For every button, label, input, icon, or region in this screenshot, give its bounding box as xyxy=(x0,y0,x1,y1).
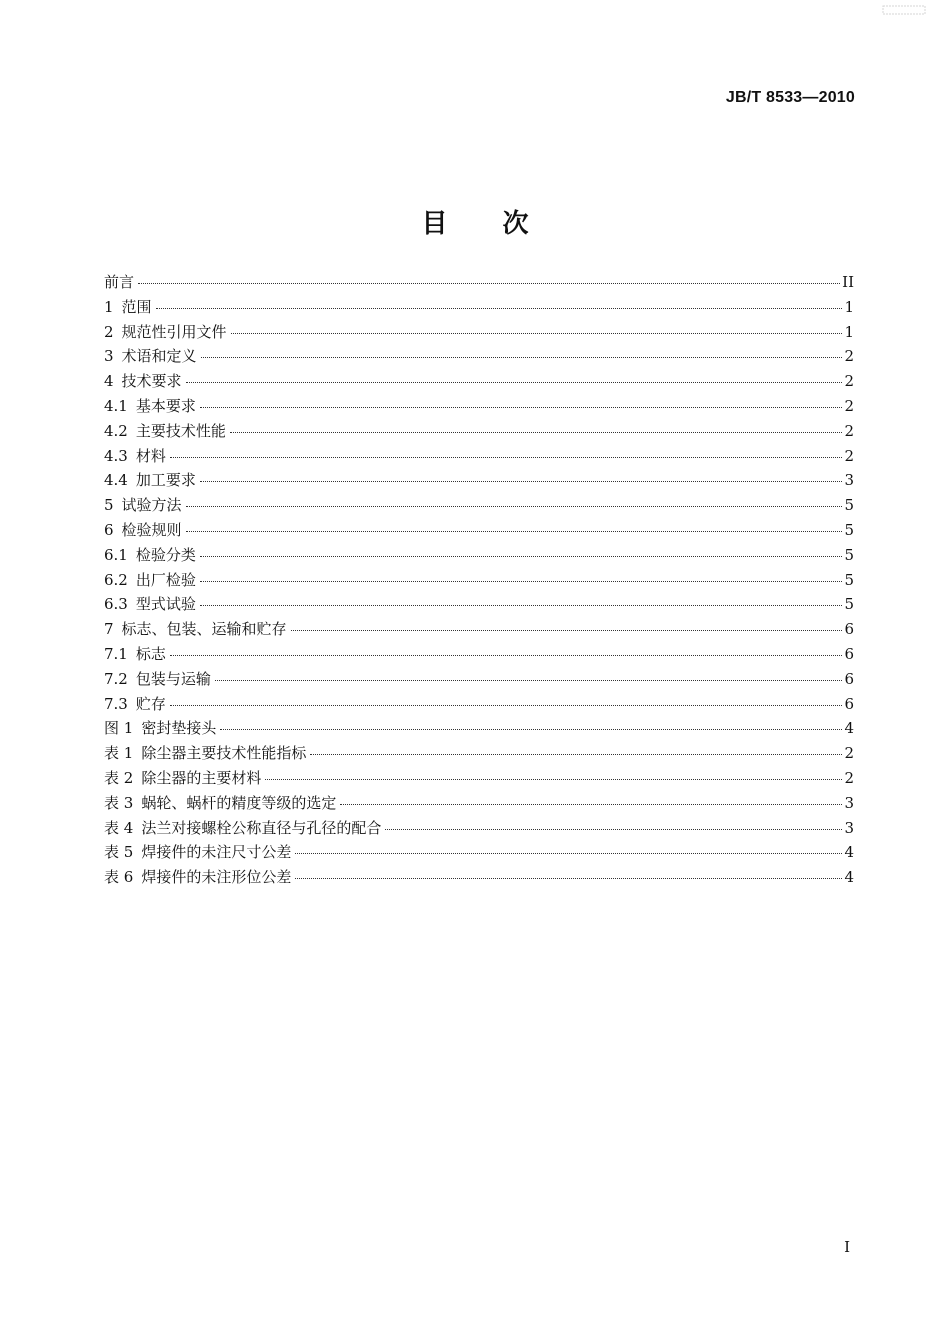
toc-entry-number: 6.1 xyxy=(104,545,128,564)
toc-entry-number: 5 xyxy=(104,496,114,515)
toc-entry-label: 术语和定义 xyxy=(121,347,197,366)
toc-entry-page: 5 xyxy=(844,496,854,515)
toc-leader-dots xyxy=(170,655,842,656)
toc-entry-page: 2 xyxy=(844,768,854,787)
toc-entry[interactable] xyxy=(104,320,854,345)
toc-entry[interactable] xyxy=(104,840,854,865)
toc-leader-dots xyxy=(186,506,842,507)
toc-leader-dots xyxy=(291,630,842,631)
toc-entry-number: 2 xyxy=(104,322,114,341)
toc-entry-page: 6 xyxy=(844,644,854,663)
toc-entry-number: 4.3 xyxy=(104,446,128,465)
toc-entry-number: 表 2 xyxy=(104,768,134,787)
toc-entry-label: 前言 xyxy=(104,273,135,291)
toc-entry-number: 7.3 xyxy=(104,694,128,713)
toc-entry-label: 蜗轮、蜗杆的精度等级的选定 xyxy=(141,793,337,812)
toc-entry-page: II xyxy=(842,273,854,291)
toc-entry[interactable] xyxy=(104,741,854,766)
toc-entry-label: 除尘器主要技术性能指标 xyxy=(141,744,307,763)
toc-entry[interactable] xyxy=(104,344,854,369)
toc-leader-dots xyxy=(220,729,842,730)
toc-entry[interactable] xyxy=(104,617,854,642)
toc-entry-number: 表 4 xyxy=(104,818,134,837)
toc-entry-label: 出厂检验 xyxy=(135,570,196,589)
toc-entry-label: 检验分类 xyxy=(135,545,196,564)
toc-entry-page: 6 xyxy=(844,620,854,639)
toc-entry-label: 检验规则 xyxy=(121,520,182,539)
toc-entry-label: 包装与运输 xyxy=(135,669,211,688)
toc-entry-number: 4.4 xyxy=(104,471,128,490)
toc-entry-number: 图 1 xyxy=(104,719,134,738)
toc-entry-number: 4.1 xyxy=(104,396,128,415)
toc-leader-dots xyxy=(231,333,842,334)
scan-watermark xyxy=(882,4,926,16)
toc-entry-page: 2 xyxy=(844,744,854,763)
toc-leader-dots xyxy=(295,878,842,879)
toc-entry-number: 1 xyxy=(104,297,114,316)
toc-entry-page: 4 xyxy=(844,719,854,738)
toc-entry[interactable] xyxy=(104,468,854,493)
toc-entry-page: 5 xyxy=(844,595,854,614)
toc-entry-page: 1 xyxy=(844,297,854,316)
toc-entry-label: 型式试验 xyxy=(135,595,196,614)
toc-entry-label: 加工要求 xyxy=(135,471,196,490)
toc-entry-label: 标志 xyxy=(135,644,166,663)
toc-entry[interactable] xyxy=(104,791,854,816)
toc-entry-page: 2 xyxy=(844,347,854,366)
toc-entry-number: 7.2 xyxy=(104,669,128,688)
toc-leader-dots xyxy=(295,853,842,854)
toc-entry-page: 5 xyxy=(844,570,854,589)
toc-entry-number: 6.3 xyxy=(104,595,128,614)
toc-entry[interactable] xyxy=(104,369,854,394)
toc-entry-number: 6 xyxy=(104,520,114,539)
toc-entry[interactable] xyxy=(104,518,854,543)
toc-entry[interactable] xyxy=(104,419,854,444)
toc-entry[interactable] xyxy=(104,816,854,841)
toc-entry[interactable] xyxy=(104,295,854,320)
toc-leader-dots xyxy=(186,382,842,383)
toc-entry-number: 6.2 xyxy=(104,570,128,589)
toc-entry[interactable] xyxy=(104,667,854,692)
toc-leader-dots xyxy=(186,531,842,532)
toc-entry-label: 除尘器的主要材料 xyxy=(141,768,262,787)
toc-entry-page: 1 xyxy=(844,322,854,341)
toc-leader-dots xyxy=(265,779,842,780)
toc-entry[interactable] xyxy=(104,568,854,593)
toc-entry[interactable] xyxy=(104,543,854,568)
toc-leader-dots xyxy=(200,605,842,606)
toc-entry-label: 密封垫接头 xyxy=(141,719,217,738)
toc-entry-number: 3 xyxy=(104,347,114,366)
toc-entry-number: 4 xyxy=(104,372,114,391)
toc-entry-number: 表 1 xyxy=(104,744,134,763)
toc-entry-page: 2 xyxy=(844,446,854,465)
toc-leader-dots xyxy=(170,705,842,706)
toc-leader-dots xyxy=(138,283,840,284)
toc-entry-page: 6 xyxy=(844,694,854,713)
toc-leader-dots xyxy=(385,829,842,830)
toc-entry-label: 焊接件的未注尺寸公差 xyxy=(141,843,292,862)
toc-leader-dots xyxy=(201,357,842,358)
toc-entry-page: 2 xyxy=(844,372,854,391)
table-of-contents xyxy=(104,270,854,890)
toc-entry-page: 3 xyxy=(844,793,854,812)
toc-entry-page: 6 xyxy=(844,669,854,688)
toc-entry[interactable] xyxy=(104,692,854,717)
toc-entry-label: 标志、包装、运输和贮存 xyxy=(121,620,287,639)
toc-leader-dots xyxy=(200,407,842,408)
toc-entry[interactable] xyxy=(104,716,854,741)
toc-entry-label: 法兰对接螺栓公称直径与孔径的配合 xyxy=(141,818,382,837)
toc-entry-label: 试验方法 xyxy=(121,496,182,515)
toc-entry[interactable] xyxy=(104,394,854,419)
toc-leader-dots xyxy=(310,754,842,755)
toc-entry-label: 材料 xyxy=(135,446,166,465)
toc-entry-page: 5 xyxy=(844,545,854,564)
page-title: 目 次 xyxy=(421,209,529,240)
toc-entry-number: 4.2 xyxy=(104,421,128,440)
toc-entry-label: 技术要求 xyxy=(121,372,182,391)
standard-number: JB/T 8533—2010 xyxy=(725,89,855,106)
toc-entry[interactable] xyxy=(104,444,854,469)
toc-leader-dots xyxy=(200,481,842,482)
toc-entry-page: 2 xyxy=(844,396,854,415)
toc-leader-dots xyxy=(230,432,842,433)
toc-entry-number: 表 6 xyxy=(104,868,134,887)
toc-entry[interactable] xyxy=(104,642,854,667)
toc-entry[interactable] xyxy=(104,766,854,791)
page-number: I xyxy=(844,1238,850,1256)
toc-entry-label: 范围 xyxy=(121,297,152,316)
toc-entry-label: 基本要求 xyxy=(135,396,196,415)
toc-entry[interactable] xyxy=(104,592,854,617)
toc-entry-number: 表 3 xyxy=(104,793,134,812)
toc-entry-page: 3 xyxy=(844,471,854,490)
toc-leader-dots xyxy=(200,581,842,582)
toc-entry[interactable] xyxy=(104,270,854,295)
toc-entry-number: 7 xyxy=(104,620,114,639)
toc-entry-page: 3 xyxy=(844,818,854,837)
toc-entry-page: 4 xyxy=(844,843,854,862)
toc-entry-page: 4 xyxy=(844,868,854,887)
toc-leader-dots xyxy=(215,680,842,681)
toc-leader-dots xyxy=(156,308,842,309)
toc-entry-number: 7.1 xyxy=(104,644,128,663)
toc-leader-dots xyxy=(170,457,842,458)
toc-entry-label: 主要技术性能 xyxy=(135,421,226,440)
toc-entry[interactable] xyxy=(104,865,854,890)
toc-entry[interactable] xyxy=(104,493,854,518)
toc-leader-dots xyxy=(200,556,842,557)
toc-leader-dots xyxy=(340,804,842,805)
toc-entry-page: 5 xyxy=(844,520,854,539)
toc-entry-number: 表 5 xyxy=(104,843,134,862)
toc-entry-label: 贮存 xyxy=(135,694,166,713)
toc-entry-page: 2 xyxy=(844,421,854,440)
toc-entry-label: 焊接件的未注形位公差 xyxy=(141,868,292,887)
toc-entry-label: 规范性引用文件 xyxy=(121,322,227,341)
